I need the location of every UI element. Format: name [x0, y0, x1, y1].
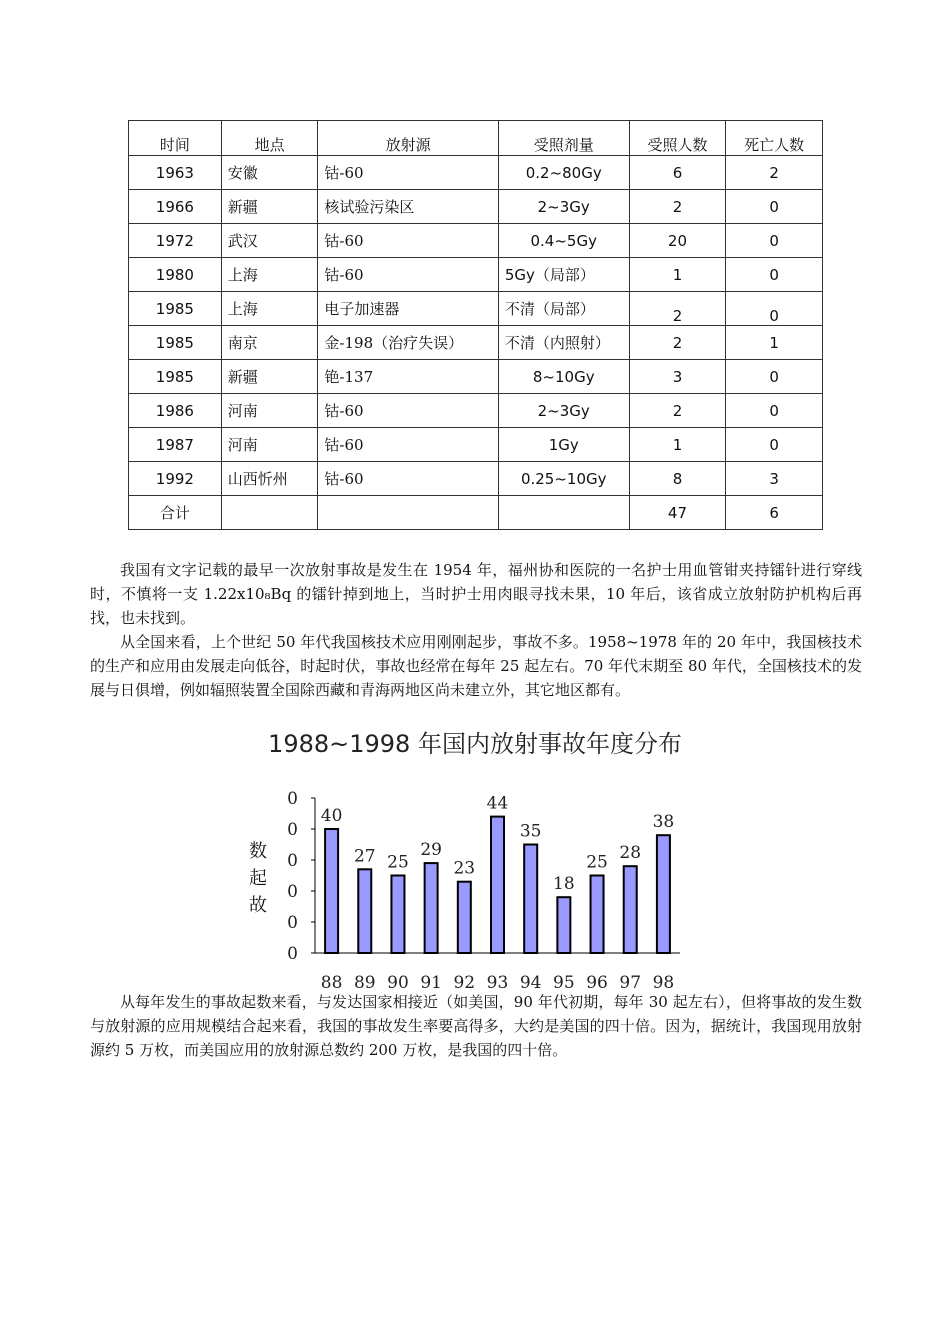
- cell-dose: 2~3Gy: [498, 190, 629, 224]
- data-label: 38: [652, 812, 675, 833]
- x-tick-label: 96: [586, 973, 608, 993]
- cell-exposed: 1: [629, 258, 726, 292]
- cell-exposed: 8: [629, 462, 726, 496]
- cell-location: 安徽: [221, 156, 318, 190]
- total-exposed: 47: [629, 496, 726, 530]
- cell-location: 南京: [221, 326, 318, 360]
- header-exposed: 受照人数: [629, 121, 726, 156]
- data-label: 25: [586, 852, 608, 873]
- cell-source: 钴-60: [318, 428, 498, 462]
- bar: [358, 869, 371, 953]
- x-tick-label: 92: [453, 973, 476, 993]
- table-row: [129, 190, 823, 224]
- y-tick-label: 0: [287, 882, 298, 902]
- header-dose: 受照剂量: [498, 121, 629, 156]
- cell-exposed: 2: [629, 292, 726, 326]
- cell-year: 1992: [129, 462, 222, 496]
- cell-source: 钴-60: [318, 462, 498, 496]
- cell-dose: 0.25~10Gy: [498, 462, 629, 496]
- chart-title: 1988~1998 年国内放射事故年度分布: [268, 730, 682, 758]
- y-tick-label: 0: [287, 820, 298, 840]
- cell-location: 山西忻州: [221, 462, 318, 496]
- cell-deaths: 0: [726, 190, 823, 224]
- bar: [391, 876, 404, 954]
- y-tick-label: 0: [287, 789, 298, 809]
- cell-location: 新疆: [221, 190, 318, 224]
- table-row: [129, 224, 823, 258]
- empty-cell: [498, 496, 629, 530]
- cell-year: 1963: [129, 156, 222, 190]
- table-row: [129, 292, 823, 326]
- cell-location: 河南: [221, 428, 318, 462]
- cell-dose: 不清（局部）: [498, 292, 629, 326]
- bar: [491, 817, 504, 953]
- empty-cell: [221, 496, 318, 530]
- cell-source: 铯-137: [318, 360, 498, 394]
- y-axis-label-char: 故: [249, 895, 267, 916]
- cell-exposed: 1: [629, 428, 726, 462]
- table-row: [129, 360, 823, 394]
- y-axis-label-char: 起: [249, 868, 267, 889]
- cell-dose: 5Gy（局部）: [498, 258, 629, 292]
- total-deaths: 6: [726, 496, 823, 530]
- accident-bar-chart: [230, 780, 690, 995]
- cell-source: 金-198（治疗失误）: [318, 326, 498, 360]
- cell-deaths: 2: [726, 156, 823, 190]
- cell-dose: 0.2~80Gy: [498, 156, 629, 190]
- cell-source: 电子加速器: [318, 292, 498, 326]
- cell-dose: 0.4~5Gy: [498, 224, 629, 258]
- cell-location: 河南: [221, 394, 318, 428]
- header-time: 时间: [129, 121, 222, 156]
- cell-location: 上海: [221, 292, 318, 326]
- y-tick-label: 0: [287, 851, 298, 871]
- x-tick-label: 89: [353, 973, 376, 993]
- cell-deaths: 0: [726, 360, 823, 394]
- data-label: 25: [387, 852, 409, 873]
- x-tick-label: 95: [553, 973, 575, 993]
- cell-year: 1980: [129, 258, 222, 292]
- bar: [425, 863, 438, 953]
- table-header-row: [129, 121, 823, 156]
- x-tick-label: 91: [420, 973, 442, 993]
- cell-exposed: 2: [629, 190, 726, 224]
- header-location: 地点: [221, 121, 318, 156]
- radiation-accident-table: [128, 120, 823, 530]
- table-row: [129, 462, 823, 496]
- paragraph-earliest-accident: 我国有文字记载的最早一次放射事故是发生在 1954 年，福州协和医院的一名护士用血管钳夹持镭针进行穿线时，不慎将一支 1.22x10₈Bq 的镭针掉到地上，当时护士用肉眼寻找未果，10 年后，该省成立放射防护机构后再找，也未找到。: [90, 561, 862, 627]
- bar: [591, 876, 604, 954]
- table-row: [129, 326, 823, 360]
- cell-source: 核试验污染区: [318, 190, 498, 224]
- data-label: 28: [619, 843, 642, 864]
- bar: [557, 897, 570, 953]
- bar: [524, 845, 537, 954]
- cell-exposed: 2: [629, 326, 726, 360]
- y-tick-label: 0: [287, 944, 298, 964]
- cell-exposed: 20: [629, 224, 726, 258]
- bar: [624, 866, 637, 953]
- cell-deaths: 0: [726, 292, 823, 326]
- bar: [325, 829, 338, 953]
- data-label: 44: [486, 793, 509, 814]
- table-row: [129, 156, 823, 190]
- cell-deaths: 0: [726, 394, 823, 428]
- x-tick-label: 98: [652, 973, 675, 993]
- cell-source: 钴-60: [318, 394, 498, 428]
- x-tick-label: 97: [619, 973, 642, 993]
- cell-deaths: 1: [726, 326, 823, 360]
- total-label: 合计: [129, 496, 222, 530]
- cell-year: 1985: [129, 292, 222, 326]
- paragraph-national-overview: 从全国来看，上个世纪 50 年代我国核技术应用刚刚起步，事故不多。1958~1978 年的 20 年中，我国核技术的生产和应用由发展走向低谷，时起时伏，事故也经常在每年 25 起左右。70 年代末期至 80 年代，全国核技术的发展与日俱增，例如辐照装置全国除西藏和青海两地区尚未建立外，其它地区都有。: [90, 633, 862, 699]
- table-row: [129, 428, 823, 462]
- header-deaths: 死亡人数: [726, 121, 823, 156]
- cell-year: 1987: [129, 428, 222, 462]
- cell-exposed: 2: [629, 394, 726, 428]
- cell-dose: 不清（内照射）: [498, 326, 629, 360]
- cell-year: 1985: [129, 326, 222, 360]
- cell-deaths: 3: [726, 462, 823, 496]
- cell-deaths: 0: [726, 428, 823, 462]
- cell-year: 1966: [129, 190, 222, 224]
- data-label: 40: [320, 806, 343, 826]
- table-row: [129, 258, 823, 292]
- cell-exposed: 3: [629, 360, 726, 394]
- data-label: 27: [353, 846, 376, 867]
- cell-source: 钴-60: [318, 156, 498, 190]
- cell-year: 1972: [129, 224, 222, 258]
- cell-dose: 1Gy: [498, 428, 629, 462]
- data-label: 35: [519, 821, 542, 842]
- bar: [657, 835, 670, 953]
- cell-year: 1986: [129, 394, 222, 428]
- cell-source: 钴-60: [318, 224, 498, 258]
- header-source: 放射源: [318, 121, 498, 156]
- table-row: [129, 394, 823, 428]
- x-tick-label: 88: [320, 973, 343, 993]
- x-tick-label: 94: [519, 973, 542, 993]
- cell-location: 武汉: [221, 224, 318, 258]
- empty-cell: [318, 496, 498, 530]
- cell-dose: 8~10Gy: [498, 360, 629, 394]
- cell-location: 新疆: [221, 360, 318, 394]
- cell-year: 1985: [129, 360, 222, 394]
- paragraph-comparison: 从每年发生的事故起数来看，与发达国家相接近（如美国，90 年代初期，每年 30 起左右），但将事故的发生数与放射源的应用规模结合起来看，我国的事故发生率要高得多，大约是美国的四十倍。因为，据统计，我国现用放射源约 5 万枚，而美国应用的放射源总数约 200 万枚，是我国的四十倍。: [90, 993, 862, 1059]
- cell-location: 上海: [221, 258, 318, 292]
- y-axis-label-char: 数: [249, 841, 267, 862]
- cell-dose: 2~3Gy: [498, 394, 629, 428]
- cell-deaths: 0: [726, 258, 823, 292]
- x-tick-label: 93: [486, 973, 509, 993]
- y-tick-label: 0: [287, 913, 298, 933]
- bar: [458, 882, 471, 953]
- x-tick-label: 90: [387, 973, 409, 993]
- data-label: 18: [553, 874, 575, 895]
- cell-exposed: 6: [629, 156, 726, 190]
- cell-source: 钴-60: [318, 258, 498, 292]
- table-total-row: [129, 496, 823, 530]
- data-label: 29: [420, 840, 442, 861]
- cell-deaths: 0: [726, 224, 823, 258]
- data-label: 23: [453, 858, 476, 879]
